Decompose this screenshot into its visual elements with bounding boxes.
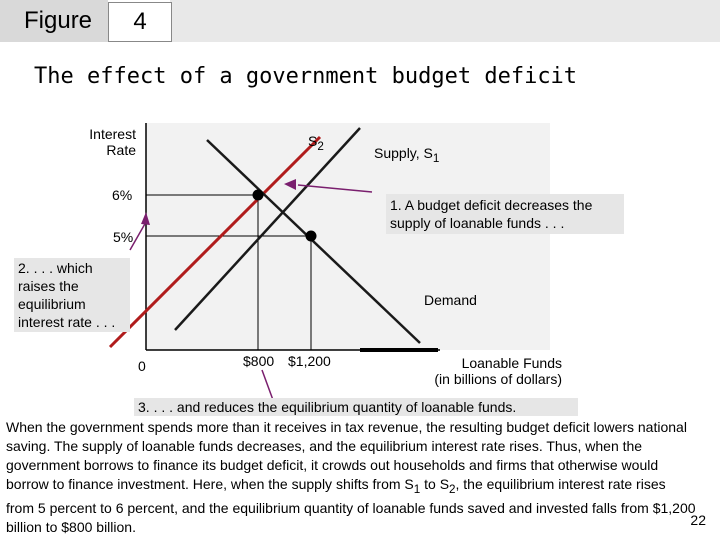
s1-label-text: Supply, S [374, 145, 433, 161]
x-axis-label-line2: (in billions of dollars) [434, 371, 562, 387]
caption-part2: to S [420, 476, 450, 492]
s1-label [374, 145, 439, 165]
callout-budget-deficit: 1. A budget deficit decreases the supply of loanable funds . . . [386, 194, 624, 234]
x-axis-label [412, 355, 562, 387]
s2-label-sub: 2 [317, 139, 324, 153]
equilibrium-point-new [253, 190, 264, 201]
x-tick-800: $800 [243, 353, 275, 369]
caption-part3: , the equilibrium interest rate rises from 5 percent to 6 percent, and the equilibrium quantity of loanable funds saved and invested falls from $1,200 billion to $800 billion. [6, 476, 696, 535]
caption-sub1: 1 [413, 482, 421, 496]
callout-quantity: 3. . . . and reduces the equilibrium quantity of loanable funds. [134, 398, 578, 416]
y-tick-5pct: 5% [113, 229, 134, 245]
arrow-3 [262, 370, 273, 400]
s1-label-sub: 1 [432, 151, 440, 165]
equilibrium-point-old [306, 231, 317, 242]
chart-title: The effect of a government budget deficit [34, 64, 578, 89]
figure-caption [6, 418, 696, 537]
figure-label: Figure [0, 0, 108, 42]
y-tick-6pct: 6% [112, 187, 133, 203]
y-axis-label-line1: Interest [89, 126, 136, 142]
caption-part1: When the government spends more than it receives in tax revenue, the resulting budget deficit lowers national saving. The supply of loanable funds decreases, and the equilibrium interest rate rises. Thus, when the government borrows to finance its budget deficit, it crowds out households and firms that otherwise would borrow to finance investment. Here, when the supply shifts from S [6, 419, 687, 492]
demand-label: Demand [424, 292, 477, 308]
page-number: 22 [690, 512, 706, 528]
s2-label [308, 133, 324, 153]
x-axis-label-line1: Loanable Funds [461, 355, 562, 371]
x-tick-1200: $1,200 [288, 353, 331, 369]
callout-interest-rate: 2. . . . which raises the equilibrium interest rate . . . [14, 258, 130, 332]
x-tick-0: 0 [138, 358, 146, 374]
y-axis-label-line2: Rate [106, 142, 136, 158]
y-axis-label [82, 126, 136, 158]
s2-label-text: S [308, 133, 318, 149]
caption-sub2: 2 [449, 482, 456, 496]
figure-number: 4 [108, 2, 172, 42]
